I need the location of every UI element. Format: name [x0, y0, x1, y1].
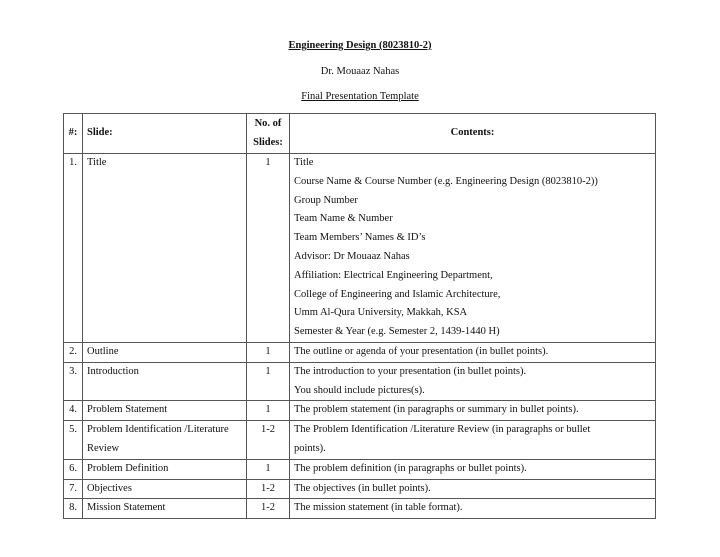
slide-name: Mission Statement: [83, 499, 247, 519]
slide-name-line: Problem Identification /Literature: [87, 424, 229, 436]
slide-name: Introduction: [83, 362, 247, 401]
header-num: #:: [64, 114, 83, 154]
contents-line: College of Engineering and Islamic Architecture,: [294, 288, 501, 300]
contents-line: Team Members’ Names & ID’s: [294, 232, 426, 244]
slide-count: 1-2: [247, 479, 290, 499]
document-subtitle: Final Presentation Template: [301, 91, 419, 102]
row-number: 2.: [64, 342, 83, 362]
table-body: [64, 154, 656, 519]
contents-line: Title: [294, 157, 314, 168]
header-count-line2: Slides:: [253, 136, 283, 148]
table-row: [64, 362, 656, 401]
table-header-row: [64, 114, 656, 154]
contents-line: You should include pictures(s).: [294, 384, 425, 396]
contents-line: points).: [294, 442, 326, 454]
slide-contents: [290, 459, 656, 479]
row-number: 8.: [64, 499, 83, 519]
contents-line: Advisor: Dr Mouaaz Nahas: [294, 250, 410, 262]
contents-line: The introduction to your presentation (in bullet points).: [294, 365, 527, 377]
slide-name: Problem Definition: [83, 459, 247, 479]
row-number: 7.: [64, 479, 83, 499]
header-contents: Contents:: [290, 114, 656, 154]
table-row: [64, 499, 656, 519]
slide-count: 1: [247, 362, 290, 401]
table-row: [64, 479, 656, 499]
slide-name-line: Review: [87, 442, 120, 454]
header-count-line1: No. of: [254, 117, 282, 129]
contents-line: The outline or agenda of your presentation (in bullet points).: [294, 345, 549, 357]
contents-line: The problem definition (in paragraphs or bullet points).: [294, 462, 527, 474]
slide-name: Title: [83, 154, 247, 343]
table-row: [64, 154, 656, 343]
row-number: 5.: [64, 421, 83, 460]
slides-table: [63, 113, 656, 519]
slide-count: 1: [247, 342, 290, 362]
author-name: Dr. Mouaaz Nahas: [320, 66, 400, 77]
slide-count: 1: [247, 401, 290, 421]
row-number: 4.: [64, 401, 83, 421]
slide-name: Objectives: [83, 479, 247, 499]
slide-contents: [290, 342, 656, 362]
slide-count: 1: [247, 154, 290, 343]
row-number: 3.: [64, 362, 83, 401]
contents-line: Affiliation: Electrical Engineering Department,: [294, 269, 493, 281]
document-title: Engineering Design (8023810-2): [288, 40, 432, 51]
slide-contents: [290, 479, 656, 499]
header-count: [247, 114, 290, 154]
contents-line: The objectives (in bullet points).: [294, 482, 431, 494]
slide-contents: [290, 362, 656, 401]
slide-contents: [290, 401, 656, 421]
slide-count: 1-2: [247, 499, 290, 519]
table-row: [64, 421, 656, 460]
contents-line: Course Name & Course Number (e.g. Engineering Design (8023810-2)): [294, 175, 598, 187]
slide-contents: [290, 154, 656, 343]
contents-line: Semester & Year (e.g. Semester 2, 1439-1440 H): [294, 326, 500, 338]
slide-name: Problem Statement: [83, 401, 247, 421]
contents-line: The mission statement (in table format).: [294, 502, 463, 514]
contents-line: The Problem Identification /Literature Review (in paragraphs or bullet: [294, 424, 591, 436]
contents-line: Team Name & Number: [294, 213, 393, 225]
slide-contents: [290, 421, 656, 460]
slide-contents: [290, 499, 656, 519]
contents-line: Group Number: [294, 194, 358, 206]
table-row: [64, 342, 656, 362]
slide-count: 1-2: [247, 421, 290, 460]
slide-name: Outline: [83, 342, 247, 362]
table-row: [64, 401, 656, 421]
row-number: 6.: [64, 459, 83, 479]
contents-line: Umm Al-Qura University, Makkah, KSA: [294, 307, 468, 319]
slide-count: 1: [247, 459, 290, 479]
contents-line: The problem statement (in paragraphs or summary in bullet points).: [294, 404, 579, 416]
row-number: 1.: [64, 154, 83, 343]
table-row: [64, 459, 656, 479]
slide-name: [83, 421, 247, 460]
header-slide: Slide:: [83, 114, 247, 154]
